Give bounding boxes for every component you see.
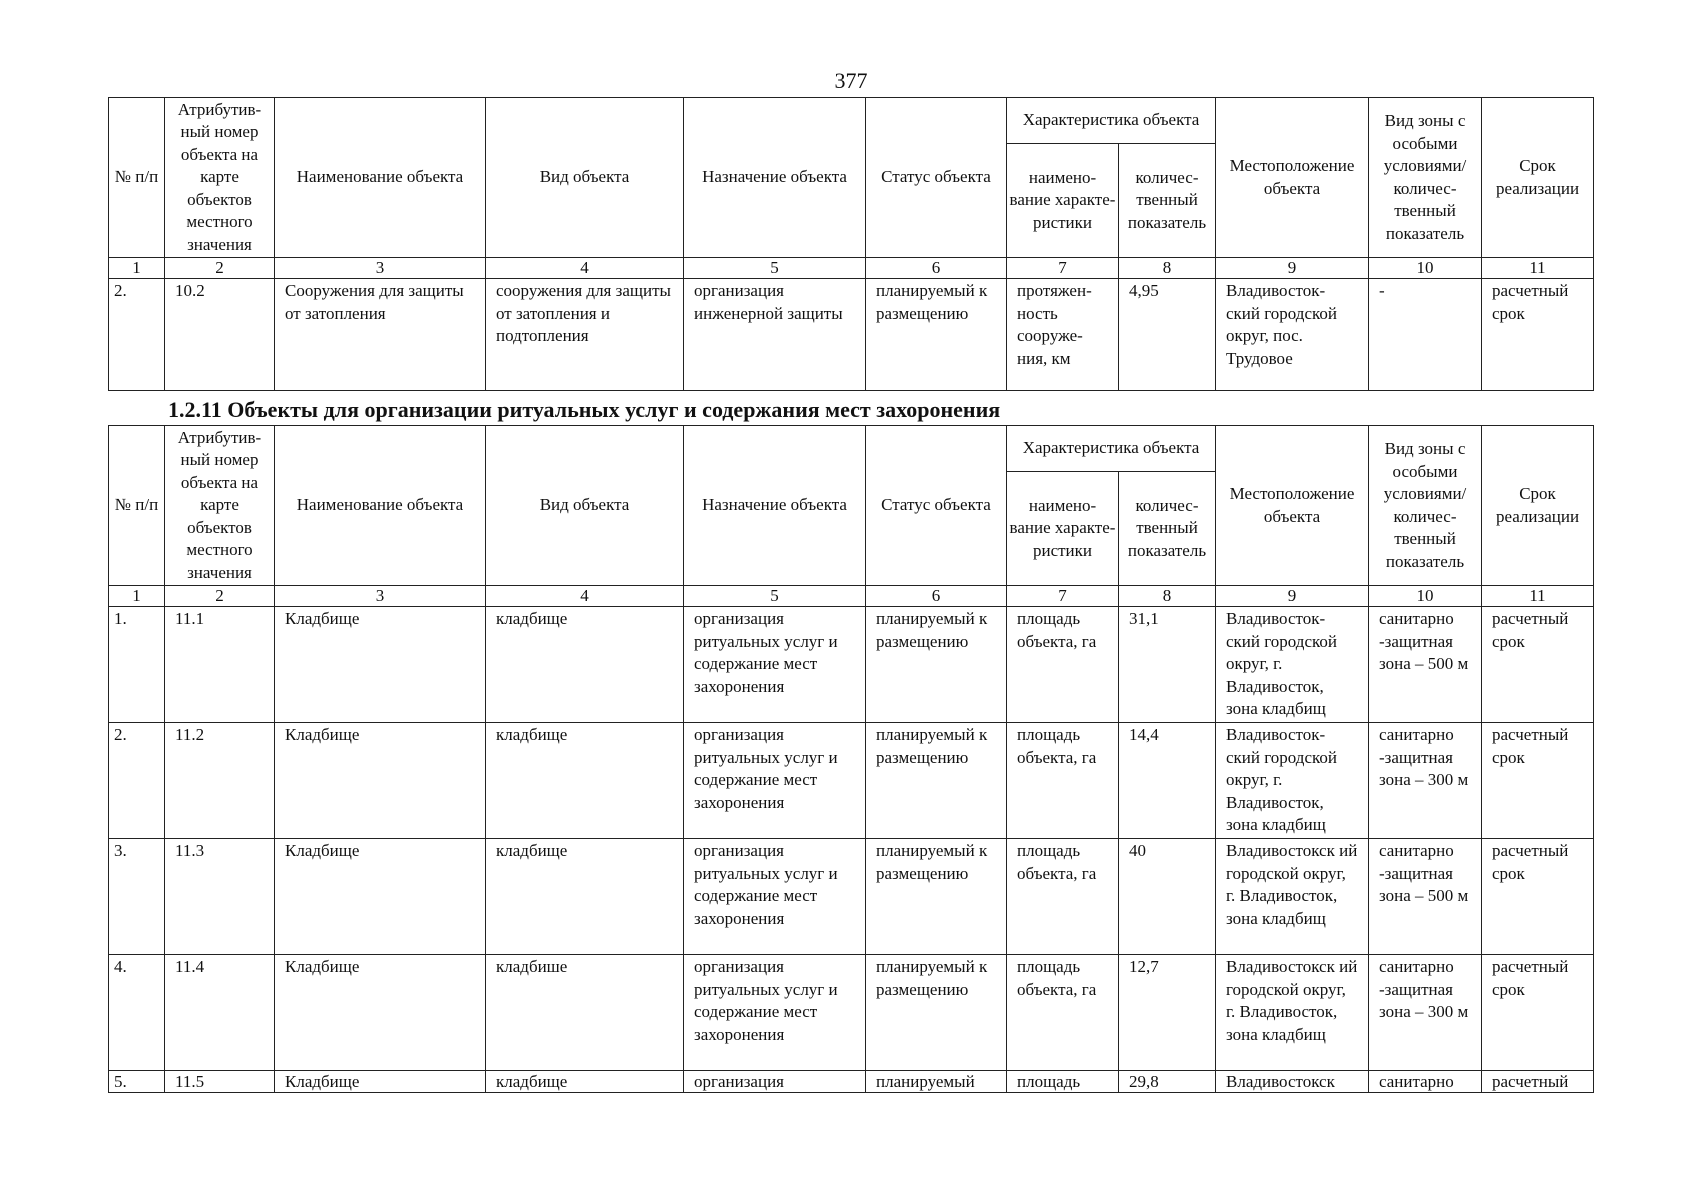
- column-number: 1: [109, 586, 165, 607]
- cell-characteristic-name: площадь объекта, га: [1007, 955, 1119, 1071]
- header-location: Местоположение объекта: [1216, 426, 1369, 586]
- header-location: Местоположение объекта: [1216, 98, 1369, 258]
- cell-zone: санитарно -защитная зона – 300 м: [1369, 955, 1482, 1071]
- cell-term: расчетный срок: [1482, 723, 1594, 839]
- header-term: Срок реализации: [1482, 98, 1594, 258]
- cell-characteristic-value: 4,95: [1119, 279, 1216, 391]
- column-number-row: [109, 586, 1594, 607]
- cell-object-purpose: организация: [684, 1071, 866, 1093]
- cell-location: Владивосток-ский городской округ, г. Владивосток, зона кладбищ: [1216, 607, 1369, 723]
- column-number: 6: [866, 258, 1007, 279]
- cell-location: Владивостокск ий городской округ, г. Владивосток, зона кладбищ: [1216, 955, 1369, 1071]
- cell-object-purpose: организация ритуальных услуг и содержание мест захоронения: [684, 723, 866, 839]
- cell-object-status: планируемый к размещению: [866, 607, 1007, 723]
- cell-characteristic-value: 14,4: [1119, 723, 1216, 839]
- column-number: 2: [165, 258, 275, 279]
- column-number: 5: [684, 586, 866, 607]
- cell-location: Владивосток-ский городской округ, г. Владивосток, зона кладбищ: [1216, 723, 1369, 839]
- column-number: 8: [1119, 586, 1216, 607]
- cell-object-name: Кладбище: [275, 955, 486, 1071]
- column-number: 5: [684, 258, 866, 279]
- page-number: 377: [834, 68, 868, 93]
- header-object-type: Вид объекта: [486, 426, 684, 586]
- column-number: 1: [109, 258, 165, 279]
- cell-characteristic-name: площадь: [1007, 1071, 1119, 1093]
- cell-attribute-number: 11.1: [165, 607, 275, 723]
- table-row: [109, 279, 1594, 391]
- header-object-type: Вид объекта: [486, 98, 684, 258]
- cell-object-purpose: организация инженерной защиты: [684, 279, 866, 391]
- cell-object-status: планируемый к размещению: [866, 723, 1007, 839]
- cell-object-name: Сооружения для защиты от затопления: [275, 279, 486, 391]
- header-term: Срок реализации: [1482, 426, 1594, 586]
- header-zone: Вид зоны с особыми условиями/ количес-твенный показатель: [1369, 426, 1482, 586]
- cell-no: 2.: [109, 279, 165, 391]
- cell-zone: санитарно -защитная зона – 500 м: [1369, 839, 1482, 955]
- header-object-name: Наименование объекта: [275, 98, 486, 258]
- cell-object-type: кладбише: [486, 955, 684, 1071]
- cell-object-type: кладбище: [486, 1071, 684, 1093]
- column-number-row: [109, 258, 1594, 279]
- table-row: [109, 839, 1594, 955]
- cell-object-name: Кладбище: [275, 607, 486, 723]
- header-object-status: Статус объекта: [866, 98, 1007, 258]
- column-number: 9: [1216, 258, 1369, 279]
- column-number: 8: [1119, 258, 1216, 279]
- header-characteristic-value: количес-твенный показатель: [1119, 144, 1216, 258]
- column-number: 10: [1369, 586, 1482, 607]
- header-characteristic-name: наимено-вание характе-ристики: [1007, 144, 1119, 258]
- cemetery-objects-table: [108, 425, 1594, 1093]
- header-characteristic-value: количес-твенный показатель: [1119, 472, 1216, 586]
- cell-no: 5.: [109, 1071, 165, 1093]
- cell-zone: -: [1369, 279, 1482, 391]
- cell-object-purpose: организация ритуальных услуг и содержание мест захоронения: [684, 955, 866, 1071]
- column-number: 11: [1482, 586, 1594, 607]
- cell-location: Владивостокск ий городской округ, г. Владивосток, зона кладбищ: [1216, 839, 1369, 955]
- header-zone: Вид зоны с особыми условиями/ количес-твенный показатель: [1369, 98, 1482, 258]
- header-attribute-number: Атрибутив-ный номер объекта на карте объектов местного значения: [165, 98, 275, 258]
- cell-object-name: Кладбище: [275, 839, 486, 955]
- column-number: 3: [275, 258, 486, 279]
- engineering-protection-table: [108, 97, 1594, 391]
- cell-term: расчетный срок: [1482, 955, 1594, 1071]
- cell-characteristic-value: 40: [1119, 839, 1216, 955]
- table-row: [109, 723, 1594, 839]
- section-title: 1.2.11 Объекты для организации ритуальных услуг и содержания мест захоронения: [168, 397, 1001, 422]
- table-row: [109, 607, 1594, 723]
- column-number: 7: [1007, 258, 1119, 279]
- cell-no: 1.: [109, 607, 165, 723]
- header-object-name: Наименование объекта: [275, 426, 486, 586]
- column-number: 6: [866, 586, 1007, 607]
- cell-object-type: кладбище: [486, 839, 684, 955]
- cell-characteristic-name: площадь объекта, га: [1007, 839, 1119, 955]
- cell-attribute-number: 11.5: [165, 1071, 275, 1093]
- header-no: № п/п: [109, 426, 165, 586]
- table-row: [109, 955, 1594, 1071]
- header-no: № п/п: [109, 98, 165, 258]
- column-number: 4: [486, 258, 684, 279]
- cell-object-status: планируемый к размещению: [866, 955, 1007, 1071]
- header-object-purpose: Назначение объекта: [684, 426, 866, 586]
- cell-object-status: планируемый к размещению: [866, 839, 1007, 955]
- header-object-purpose: Назначение объекта: [684, 98, 866, 258]
- cell-object-name: Кладбище: [275, 1071, 486, 1093]
- cell-attribute-number: 11.2: [165, 723, 275, 839]
- cell-characteristic-name: площадь объекта, га: [1007, 607, 1119, 723]
- cell-characteristic-value: 12,7: [1119, 955, 1216, 1071]
- cell-object-name: Кладбище: [275, 723, 486, 839]
- cell-no: 4.: [109, 955, 165, 1071]
- column-number: 10: [1369, 258, 1482, 279]
- table-row: [109, 1071, 1594, 1093]
- cell-zone: санитарно -защитная зона – 500 м: [1369, 607, 1482, 723]
- cell-zone: санитарно -защитная зона – 300 м: [1369, 723, 1482, 839]
- cell-term: расчетный срок: [1482, 607, 1594, 723]
- cell-attribute-number: 11.3: [165, 839, 275, 955]
- cell-location: Владивосток-ский городской округ, пос. Трудовое: [1216, 279, 1369, 391]
- column-number: 11: [1482, 258, 1594, 279]
- cell-object-purpose: организация ритуальных услуг и содержание мест захоронения: [684, 839, 866, 955]
- cell-characteristic-name: площадь объекта, га: [1007, 723, 1119, 839]
- cell-no: 2.: [109, 723, 165, 839]
- cell-object-type: сооружения для защиты от затопления и подтопления: [486, 279, 684, 391]
- cell-no: 3.: [109, 839, 165, 955]
- header-characteristic-name: наимено-вание характе-ристики: [1007, 472, 1119, 586]
- cell-term: расчетный срок: [1482, 839, 1594, 955]
- header-characteristic: Характеристика объекта: [1007, 426, 1216, 472]
- cell-location: Владивостокск: [1216, 1071, 1369, 1093]
- cell-characteristic-value: 29,8: [1119, 1071, 1216, 1093]
- cell-characteristic-value: 31,1: [1119, 607, 1216, 723]
- column-number: 2: [165, 586, 275, 607]
- cell-characteristic-name: протяжен-ность сооруже-ния, км: [1007, 279, 1119, 391]
- cell-object-type: кладбище: [486, 723, 684, 839]
- column-number: 9: [1216, 586, 1369, 607]
- header-attribute-number: Атрибутив-ный номер объекта на карте объектов местного значения: [165, 426, 275, 586]
- cell-object-status: планируемый: [866, 1071, 1007, 1093]
- cell-attribute-number: 10.2: [165, 279, 275, 391]
- cell-term: расчетный срок: [1482, 279, 1594, 391]
- cell-object-purpose: организация ритуальных услуг и содержание мест захоронения: [684, 607, 866, 723]
- cell-term: расчетный: [1482, 1071, 1594, 1093]
- cell-zone: санитарно: [1369, 1071, 1482, 1093]
- column-number: 3: [275, 586, 486, 607]
- header-characteristic: Характеристика объекта: [1007, 98, 1216, 144]
- cell-object-status: планируемый к размещению: [866, 279, 1007, 391]
- cell-attribute-number: 11.4: [165, 955, 275, 1071]
- column-number: 7: [1007, 586, 1119, 607]
- cell-object-type: кладбище: [486, 607, 684, 723]
- column-number: 4: [486, 586, 684, 607]
- header-object-status: Статус объекта: [866, 426, 1007, 586]
